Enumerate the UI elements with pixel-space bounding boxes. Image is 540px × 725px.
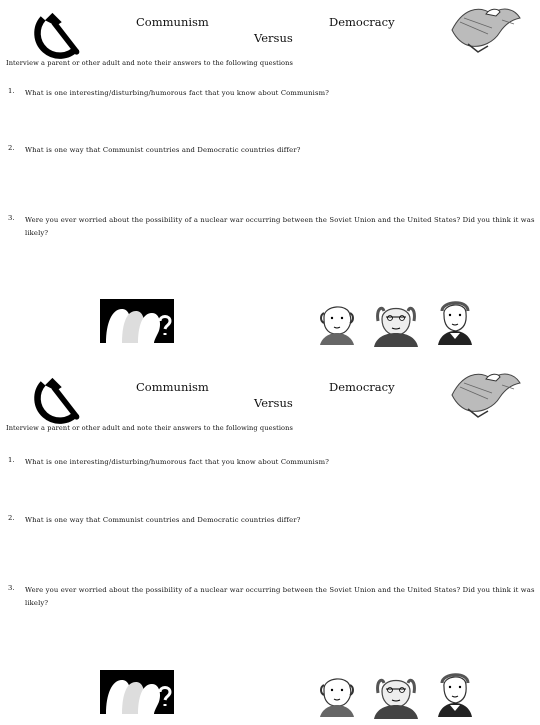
jefferson-portrait: [436, 297, 474, 345]
intro-instructions: Interview a parent or other adult and note their answers to the following questions: [6, 424, 293, 432]
title-democracy: Democracy: [329, 380, 395, 394]
question-1-text: What is one interesting/disturbing/humorous fact that you know about Communism?: [25, 89, 330, 97]
question-1-number: 1.: [8, 456, 15, 464]
title-communism: Communism: [136, 15, 209, 29]
washington-portrait: [316, 671, 358, 717]
hammer-and-sickle-icon: [30, 376, 86, 428]
question-2-number: 2.: [8, 514, 15, 522]
title-versus: Versus: [254, 31, 293, 45]
question-3-text: Were you ever worried about the possibility of a nuclear war occurring between the Soviet Union and the United States? Did you think it was likely?: [25, 586, 535, 607]
communist-leaders-portrait: [100, 670, 174, 714]
hammer-and-sickle-icon: [30, 11, 86, 63]
worksheet-bottom: [0, 365, 540, 725]
title-versus: Versus: [254, 396, 293, 410]
title-communism: Communism: [136, 380, 209, 394]
worksheet-top: [0, 0, 540, 360]
communist-leaders-portrait: [100, 299, 174, 343]
title-democracy: Democracy: [329, 15, 395, 29]
question-3-text: Were you ever worried about the possibility of a nuclear war occurring between the Soviet Union and the United States? Did you think it was likely?: [25, 216, 535, 237]
franklin-portrait: [372, 669, 420, 719]
question-2-number: 2.: [8, 144, 15, 152]
intro-instructions: Interview a parent or other adult and note their answers to the following questions: [6, 59, 293, 67]
question-2-text: What is one way that Communist countries and Democratic countries differ?: [25, 516, 301, 524]
question-3-number: 3.: [8, 584, 15, 592]
question-2-text: What is one way that Communist countries and Democratic countries differ?: [25, 146, 301, 154]
washington-portrait: [316, 299, 358, 345]
question-1-number: 1.: [8, 87, 15, 95]
question-1-text: What is one interesting/disturbing/humorous fact that you know about Communism?: [25, 458, 330, 466]
american-eagle-icon: [448, 365, 522, 420]
american-eagle-icon: [448, 0, 522, 55]
jefferson-portrait: [436, 669, 474, 717]
question-3-number: 3.: [8, 214, 15, 222]
franklin-portrait: [372, 297, 420, 347]
